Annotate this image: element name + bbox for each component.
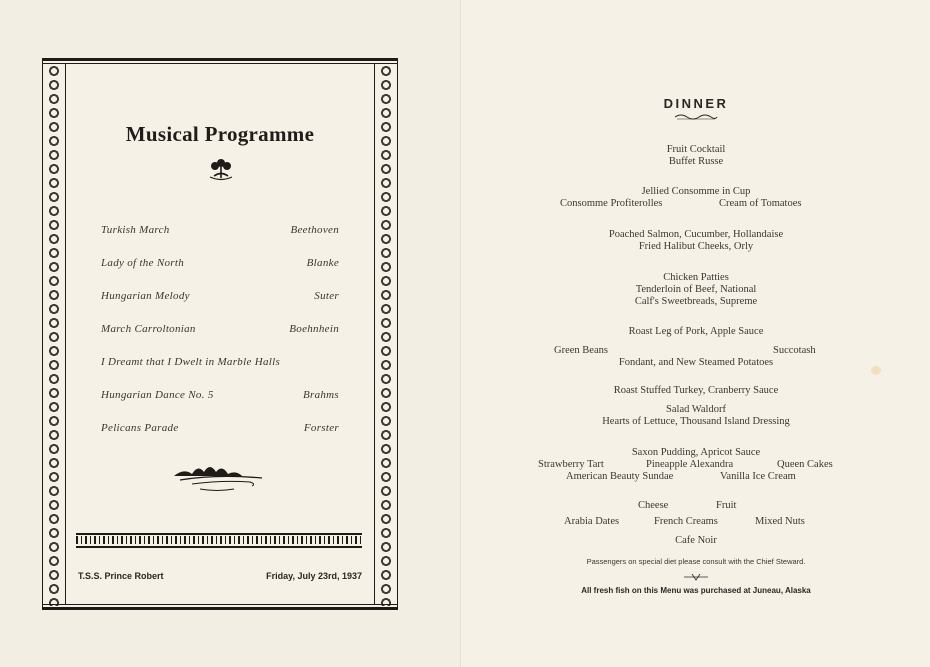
menu-item: Fondant, and New Steamed Potatoes [618, 357, 774, 368]
menu-item: Poached Salmon, Cucumber, Hollandaise [608, 229, 784, 240]
menu-item: Arabia Dates [564, 516, 620, 527]
menu-item: Calf's Sweetbreads, Supreme [634, 296, 758, 307]
composer-name: Brahms [302, 389, 339, 401]
band-rule-bottom [76, 546, 362, 548]
flower-ornament-icon [206, 158, 236, 182]
menu-item: Chicken Patties [663, 272, 729, 283]
right-page [460, 0, 930, 667]
composer-name: Forster [303, 422, 339, 434]
menu-item: Fried Halibut Cheeks, Orly [638, 241, 754, 252]
piece-title: Hungarian Melody [101, 290, 190, 302]
menu-item: Green Beans [554, 345, 608, 356]
composer-name: Suter [314, 290, 339, 302]
menu-item: Hearts of Lettuce, Thousand Island Dressing [602, 416, 790, 427]
programme-title: Musical Programme [125, 122, 315, 146]
piece-title: Hungarian Dance No. 5 [101, 389, 214, 401]
composer-name: Blanke [306, 257, 339, 269]
fish-source-note: All fresh fish on this Menu was purchased at Juneau, Alaska [581, 586, 811, 595]
ornamental-band [76, 536, 362, 544]
menu-item: Buffet Russe [668, 156, 724, 167]
programme-date: Friday, July 23rd, 1937 [266, 571, 362, 581]
swan-ornament-icon [172, 458, 264, 494]
menu-item: Jellied Consomme in Cup [641, 186, 751, 197]
menu-item: Tenderloin of Beef, National [635, 284, 757, 295]
piece-title: Lady of the North [101, 257, 185, 269]
paper-stain [871, 366, 881, 375]
ship-name: T.S.S. Prince Robert [78, 571, 164, 581]
menu-item: Strawberry Tart [538, 459, 604, 470]
menu-item: Pineapple Alexandra [646, 459, 734, 470]
composer-name: Beethoven [290, 224, 339, 236]
bottom-rule-thin [42, 604, 398, 605]
menu-item: French Creams [654, 516, 718, 527]
piece-title: I Dreamt that I Dwelt in Marble Halls [101, 356, 281, 368]
flourish-icon [673, 113, 719, 121]
programme-card [42, 58, 398, 610]
menu-item: Fruit [716, 500, 737, 511]
menu-item: Cafe Noir [675, 535, 717, 546]
menu-title: DINNER [663, 96, 729, 111]
piece-title: March Carroltonian [101, 323, 196, 335]
menu-item: Roast Stuffed Turkey, Cranberry Sauce [613, 385, 779, 396]
menu-item: Succotash [773, 345, 816, 356]
menu-item: Cheese [638, 500, 669, 511]
diet-note: Passengers on special diet please consult with the Chief Steward. [586, 557, 806, 566]
left-page [0, 0, 460, 667]
band-rule-top [76, 533, 362, 535]
menu-item: Mixed Nuts [755, 516, 805, 527]
divider-ornament-icon [683, 573, 709, 581]
menu-item: Fruit Cocktail [666, 144, 726, 155]
dinner-menu [461, 0, 930, 667]
menu-item: Salad Waldorf [666, 404, 726, 415]
piece-title: Pelicans Parade [101, 422, 179, 434]
menu-item: Queen Cakes [777, 459, 833, 470]
piece-title: Turkish March [101, 224, 170, 236]
menu-item: Saxon Pudding, Apricot Sauce [631, 447, 761, 458]
composer-name: Boehnhein [289, 323, 339, 335]
top-rule-thin [42, 63, 398, 64]
bottom-rule [42, 607, 398, 610]
menu-item: Consomme Profiterolles [560, 198, 663, 209]
menu-item: Roast Leg of Pork, Apple Sauce [628, 326, 764, 337]
menu-item: Vanilla Ice Cream [720, 471, 796, 482]
menu-item: Cream of Tomatoes [719, 198, 802, 209]
menu-item: American Beauty Sundae [566, 471, 674, 482]
top-rule [42, 58, 398, 61]
